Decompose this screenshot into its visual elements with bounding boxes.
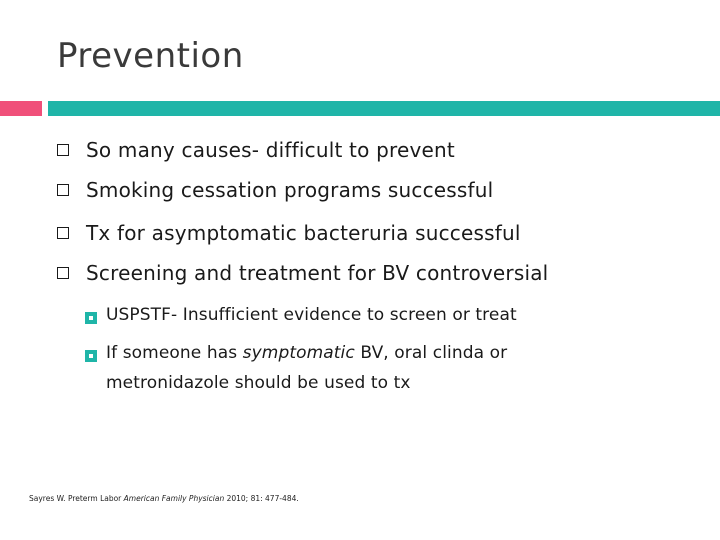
bullet-item bbox=[57, 175, 493, 205]
sub-bullet-text-end: BV, oral clinda or metronidazole should be used to tx bbox=[106, 343, 508, 393]
hollow-square-bullet-icon bbox=[57, 227, 69, 239]
bullet-text: So many causes- difficult to prevent bbox=[86, 138, 455, 162]
slide-title: Prevention bbox=[57, 36, 244, 76]
filled-square-bullet-icon bbox=[85, 350, 97, 362]
sub-bullet-text-start: If someone has bbox=[106, 343, 243, 363]
bullet-item bbox=[57, 135, 455, 165]
accent-bar-right bbox=[48, 101, 720, 116]
bullet-item bbox=[57, 218, 521, 248]
sub-bullet-text bbox=[106, 338, 606, 398]
bullet-text: Tx for asymptomatic bacteruria successful bbox=[86, 221, 521, 245]
bullet-text: Screening and treatment for BV controversial bbox=[86, 261, 549, 285]
hollow-square-bullet-icon bbox=[57, 144, 69, 156]
filled-square-bullet-icon bbox=[85, 312, 97, 324]
citation-details: 2010; 81: 477-484. bbox=[224, 494, 299, 503]
accent-bar-left bbox=[0, 101, 42, 116]
hollow-square-bullet-icon bbox=[57, 184, 69, 196]
bullet-item bbox=[57, 258, 548, 288]
citation-author: Sayres W. Preterm Labor bbox=[29, 494, 124, 503]
hollow-square-bullet-icon bbox=[57, 267, 69, 279]
sub-bullet-item bbox=[85, 344, 606, 398]
sub-bullet-emphasis: symptomatic bbox=[242, 343, 355, 363]
sub-bullet-item bbox=[85, 306, 606, 330]
citation-journal: American Family Physician bbox=[123, 494, 225, 503]
sub-bullet-text: USPSTF- Insufficient evidence to screen or treat bbox=[106, 305, 517, 325]
citation bbox=[29, 494, 299, 503]
bullet-text: Smoking cessation programs successful bbox=[86, 178, 494, 202]
